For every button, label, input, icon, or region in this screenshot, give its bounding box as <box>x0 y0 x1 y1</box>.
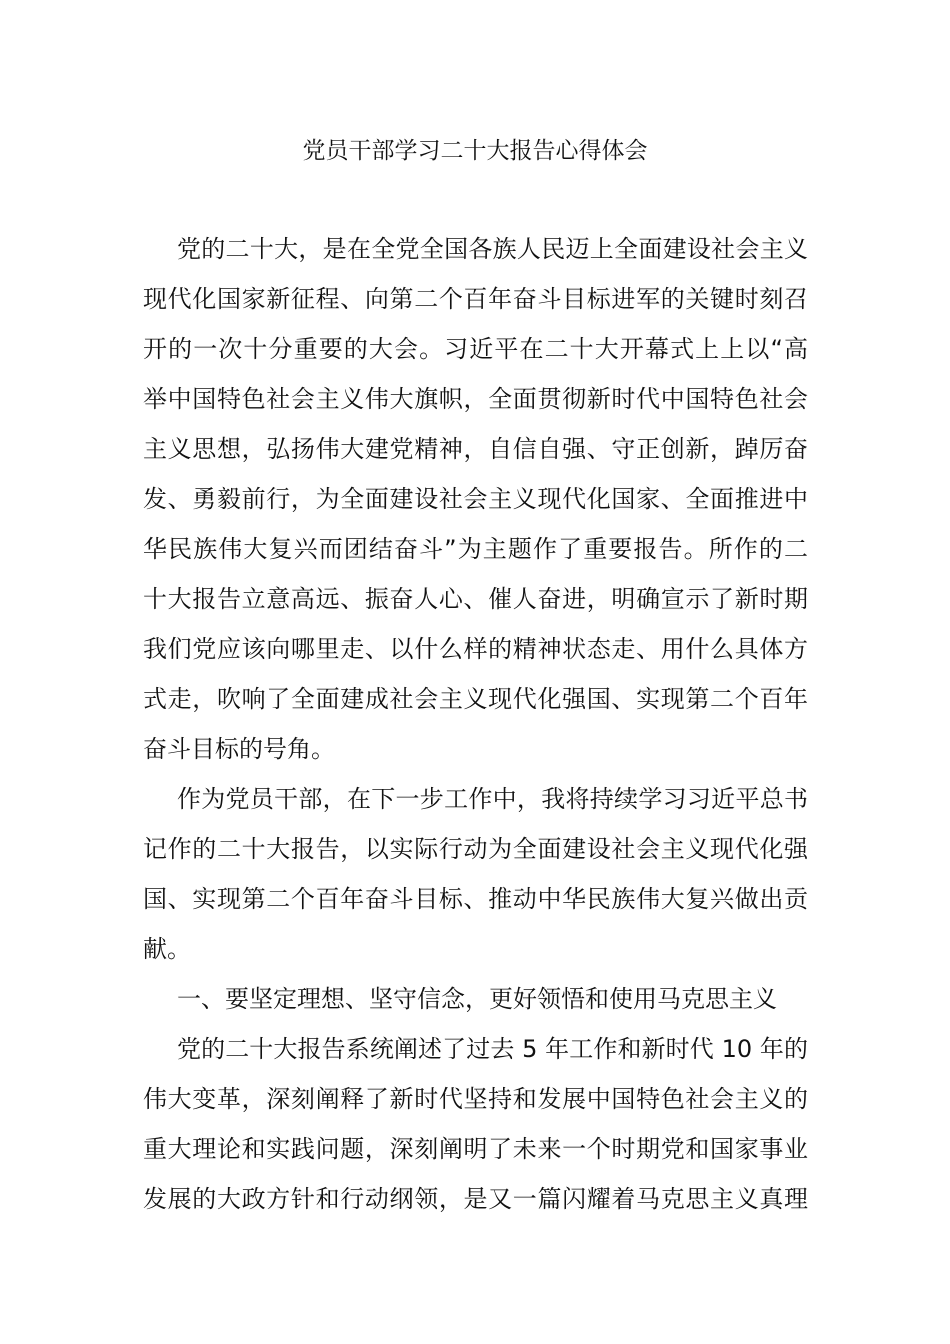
paragraph-3-line-3: 重大理论和实践问题，深刻阐明了未来一个时期党和国家事业 <box>143 1135 808 1163</box>
paragraph-1-line-11: 奋斗目标的号角。 <box>143 735 335 763</box>
paragraph-1-line-7: 华民族伟大复兴而团结奋斗”为主题作了重要报告。所作的二 <box>143 535 808 563</box>
paragraph-3-line-2: 伟大变革，深刻阐释了新时代坚持和发展中国特色社会主义的 <box>143 1085 808 1113</box>
paragraph-1-line-5: 主义思想，弘扬伟大建党精神，自信自强、守正创新，踔厉奋 <box>143 435 808 463</box>
paragraph-1-line-2: 现代化国家新征程、向第二个百年奋斗目标进军的关键时刻召 <box>143 285 808 313</box>
paragraph-2-line-2: 记作的二十大报告，以实际行动为全面建设社会主义现代化强 <box>143 835 808 863</box>
paragraph-1-line-6: 发、勇毅前行，为全面建设社会主义现代化国家、全面推进中 <box>143 485 808 513</box>
paragraph-2-line-1: 作为党员干部，在下一步工作中，我将持续学习习近平总书 <box>177 785 808 813</box>
paragraph-3-line-4: 发展的大政方针和行动纲领，是又一篇闪耀着马克思主义真理 <box>143 1185 808 1213</box>
paragraph-2-line-3: 国、实现第二个百年奋斗目标、推动中华民族伟大复兴做出贡 <box>143 885 808 913</box>
paragraph-1-line-8: 十大报告立意高远、振奋人心、催人奋进，明确宣示了新时期 <box>143 585 808 613</box>
paragraph-1-line-9: 我们党应该向哪里走、以什么样的精神状态走、用什么具体方 <box>143 635 808 663</box>
document-title: 党员干部学习二十大报告心得体会 <box>302 138 648 164</box>
paragraph-1-line-10: 式走，吹响了全面建成社会主义现代化强国、实现第二个百年 <box>143 685 808 713</box>
paragraph-2-line-4: 献。 <box>143 935 191 963</box>
section-heading-1: 一、要坚定理想、坚守信念，更好领悟和使用马克思主义 <box>177 985 777 1013</box>
paragraph-3-line-1: 党的二十大报告系统阐述了过去 5 年工作和新时代 10 年的 <box>177 1035 808 1063</box>
paragraph-1-line-1: 党的二十大，是在全党全国各族人民迈上全面建设社会主义 <box>177 235 808 263</box>
paragraph-1-line-3: 开的一次十分重要的大会。习近平在二十大开幕式上上以“高 <box>143 335 808 363</box>
paragraph-1-line-4: 举中国特色社会主义伟大旗帜，全面贯彻新时代中国特色社会 <box>143 385 808 413</box>
